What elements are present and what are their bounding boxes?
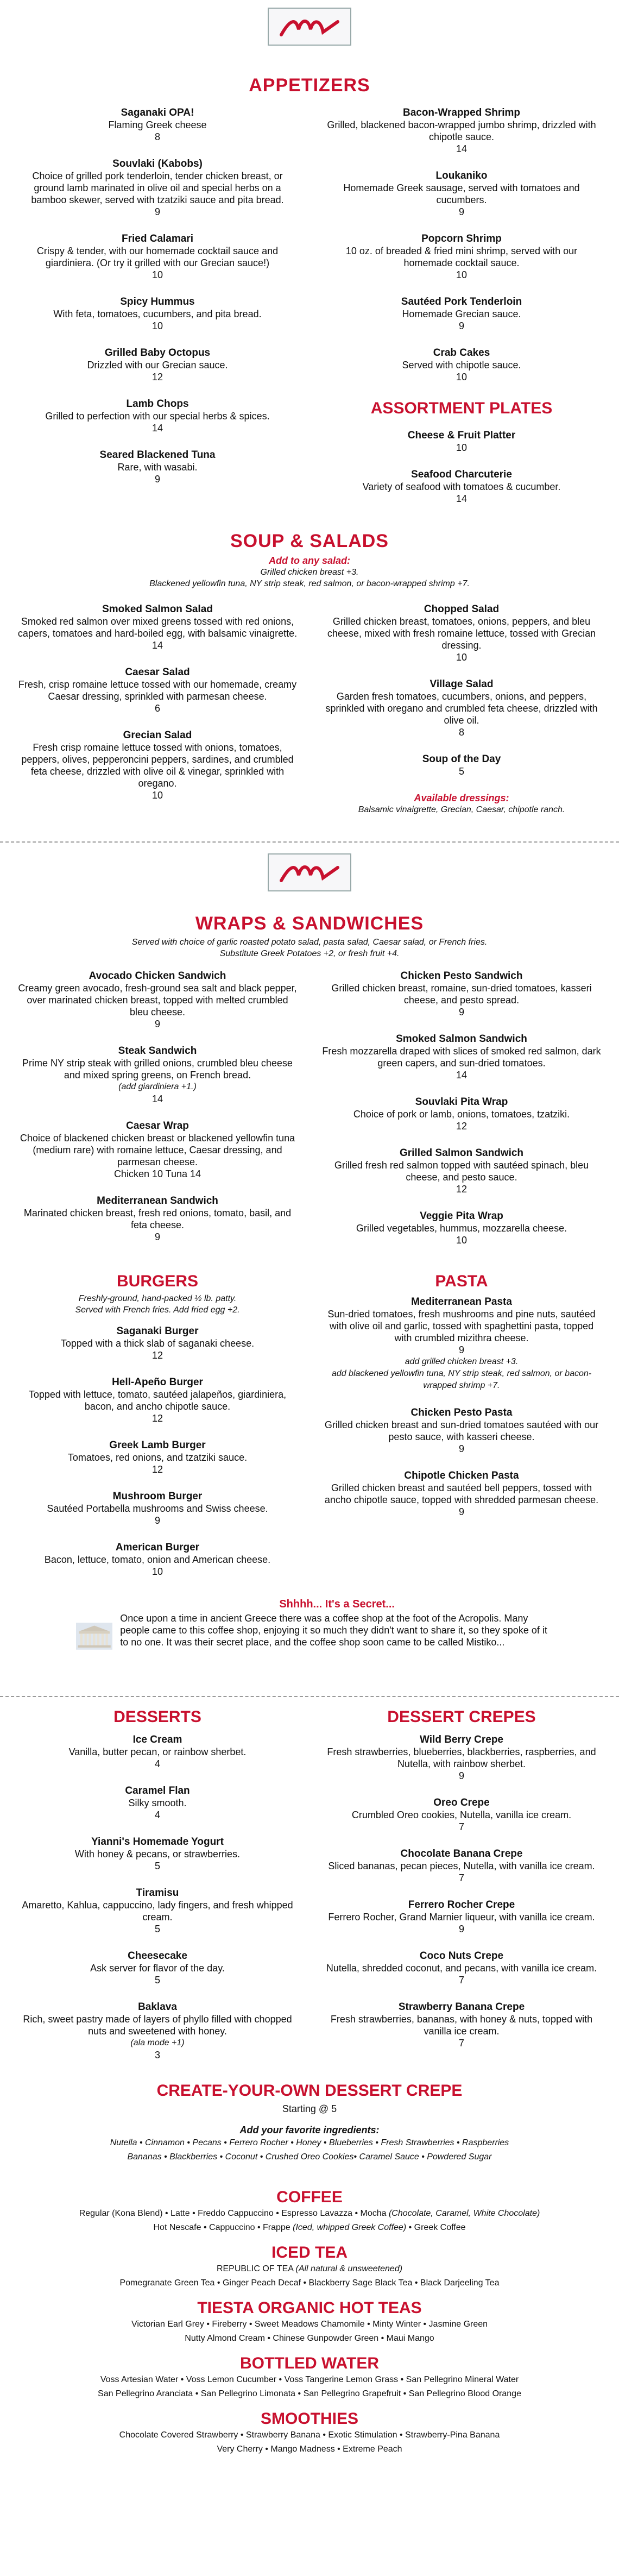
item-price: 7 [458,2038,464,2049]
item-desc: Grilled chicken breast and sautéed bell peppers, tossed with ancho chipotle sauce, topped with shredded parmesan cheese. [324,1482,599,1505]
item-name: Coco Nuts Crepe [419,1950,504,1962]
item-name: Steak Sandwich [118,1045,197,1057]
menu-item [320,1296,603,1392]
item-desc: Sliced bananas, pecan pieces, Nutella, with vanilla ice cream. [328,1861,595,1871]
menu-item [320,970,603,1018]
menu-item [16,1542,299,1578]
menu-item [320,107,603,155]
menu-item [320,170,603,218]
item-name: Oreo Crepe [433,1797,490,1808]
item-desc: Grilled chicken breast, tomatoes, onions, peppers, and bleu cheese, mixed with fresh romaine lettuce, tossed with Grecian dressing. [327,616,596,651]
item-price: 7 [458,1873,464,1883]
item-price: 14 [456,1070,468,1080]
item-price: 9 [458,1770,464,1781]
item-price: 10 [151,269,163,280]
burgers-sub-1: Freshly-ground, hand-packed ½ lb. patty. [78,1294,237,1303]
item-name: Cheese & Fruit Platter [407,430,516,441]
menu-item [16,1950,299,1986]
menu-item [16,398,299,434]
dressings-title: Available dressings: [414,793,509,803]
item-desc: Amaretto, Kahlua, cappuccino, lady fingers, and fresh whipped cream. [22,1900,293,1922]
item-price: 4 [154,1758,160,1769]
item-desc: Grilled to perfection with our special herbs & spices. [45,411,270,422]
item-price: 9 [458,321,464,331]
item-desc: With honey & pecans, or strawberries. [74,1849,241,1859]
appetizers-left [16,107,299,520]
item-name: Grilled Salmon Sandwich [399,1147,524,1159]
water-line-1: Voss Artesian Water • Voss Lemon Cucumber • Voss Tangerine Lemon Grass • San Pellegrino Mineral Water [100,2375,519,2384]
salad-add-title: Add to any salad: [268,555,351,566]
desserts-col [16,1708,299,2076]
item-price: 10 [151,1566,163,1577]
menu-item [320,296,603,332]
item-price: 8 [154,131,160,142]
desserts-title: DESSERTS [113,1708,201,1726]
item-price: Chicken 10 Tuna 14 [113,1168,201,1179]
wraps-section [0,970,619,1261]
item-desc: Served with chipotle sauce. [402,360,521,370]
smoothies-title: SMOOTHIES [260,2410,358,2428]
menu-item [16,158,299,218]
item-price: 10 [456,1235,468,1246]
pasta-col [320,1272,603,1593]
menu-item [320,1096,603,1132]
item-price: 12 [151,1464,163,1475]
item-name: Chipotle Chicken Pasta [404,1470,519,1481]
menu-item [16,449,299,485]
item-extra: (ala mode +1) [130,2038,185,2047]
salad-add-2: Blackened yellowfin tuna, NY strip steak, red salmon, or bacon-wrapped shrimp +7. [149,579,470,588]
menu-item [16,1325,299,1361]
coffee-line-1a: Regular (Kona Blend) • Latte • Freddo Cappuccino • Espresso Lavazza • Mocha [79,2209,389,2218]
item-name: Veggie Pita Wrap [420,1210,503,1222]
item-desc: Sautéed Portabella mushrooms and Swiss cheese. [47,1503,268,1514]
item-price: 9 [154,1232,160,1242]
item-desc: Nutella, shredded coconut, and pecans, with vanilla ice cream. [326,1963,597,1974]
item-price: 12 [151,1413,163,1424]
menu-item [16,347,299,383]
desserts-section [0,1708,619,2076]
item-name: Saganaki OPA! [121,107,194,118]
item-desc: Fresh crisp romaine lettuce tossed with onions, tomatoes, peppers, olives, pepperoncini peppers, sardines, and crumbled feta cheese, drizzled with olive oil & vinegar, sprinkled with oregano. [21,742,294,789]
item-name: Souvlaki (Kabobs) [112,158,203,169]
item-name: Sautéed Pork Tenderloin [401,296,522,307]
salad-addons [0,555,619,589]
item-name: Chopped Salad [424,604,500,615]
item-price: 9 [458,206,464,217]
icedtea-sub [33,2262,586,2276]
coffee-line-2c: • Greek Coffee [406,2223,466,2232]
item-name: Chicken Pesto Sandwich [400,970,523,982]
secret-text: Once upon a time in ancient Greece there was a coffee shop at the foot of the Acropolis. Many people came to this coffee shop, enjoying it so much they didn't want to share it, so they spoke of it to no one. It was their secret place, and the coffee shop soon came to be called Mistiko... [120,1613,547,1648]
wraps-right [320,970,603,1261]
secret-title: Shhhh... It's a Secret... [279,1598,395,1610]
menu-item [16,730,299,801]
logo-middle [0,853,619,891]
m-logo-icon [277,859,342,886]
item-name: Mushroom Burger [112,1491,203,1502]
item-name: Strawberry Banana Crepe [398,2001,525,2013]
item-price: 14 [151,423,163,433]
crepes-col [320,1708,603,2076]
coffee-line-1 [33,2207,586,2221]
item-name: Caesar Wrap [126,1120,189,1132]
menu-item [16,604,299,651]
item-price: 10 [151,790,163,801]
item-desc: Choice of grilled pork tenderloin, tender chicken breast, or ground lamb marinated in olive oil and special herbs on a bamboo skewer, served with tzatziki sauce and pita bread. [31,171,284,205]
item-name: Fried Calamari [122,233,193,244]
wraps-subtitle [0,937,619,959]
item-price: 14 [151,640,163,651]
item-price: 8 [458,727,464,738]
item-desc: Grilled vegetables, hummus, mozzarella cheese. [356,1223,567,1234]
item-name: Village Salad [429,678,494,690]
hottea-title: TIESTA ORGANIC HOT TEAS [197,2299,422,2317]
menu-item [320,1033,603,1081]
secret-text-wrap [120,1598,554,1648]
item-desc: Topped with lettuce, tomato, sautéed jalapeños, giardiniera, bacon, and ancho chipotle sauce. [28,1389,287,1412]
item-name: Seafood Charcuterie [411,469,512,480]
item-price: 14 [456,493,468,504]
menu-item [320,1734,603,1782]
item-price: 6 [154,703,160,714]
item-price: 10 [456,652,468,663]
item-desc: Grilled chicken breast and sun-dried tomatoes sautéed with our pesto sauce, with kasseri cheese. [324,1419,599,1442]
item-desc: Fresh strawberries, blueberries, blackberries, raspberries, and Nutella, with rainbow sherbet. [327,1746,596,1769]
item-extra: add blackened yellowfin tuna, NY strip steak, red salmon, or bacon-wrapped shrimp +7. [331,1369,592,1390]
appetizers-section [0,107,619,520]
item-desc: Flaming Greek cheese [108,120,207,130]
menu-item [16,1836,299,1872]
menu-item [320,753,603,777]
menu-item [16,1195,299,1243]
item-desc: With feta, tomatoes, cucumbers, and pita bread. [53,309,262,319]
item-price: 9 [154,474,160,485]
item-desc: Choice of blackened chicken breast or blackened yellowfin tuna (medium rare) with romaine lettuce, Caesar dressing, and parmesan cheese. [20,1133,295,1167]
item-name: Crab Cakes [433,347,490,359]
item-desc: Vanilla, butter pecan, or rainbow sherbet. [68,1746,247,1757]
salad-add-1: Grilled chicken breast +3. [260,568,359,577]
secret-block [0,1598,619,1674]
item-desc: Sun-dried tomatoes, fresh mushrooms and pine nuts, sautéed with olive oil and garlic, tossed with spaghettini pasta, topped with crumbled mizithra cheese. [327,1309,596,1343]
menu-item [320,1407,603,1455]
menu-item [16,667,299,714]
item-name: Grecian Salad [123,730,192,741]
item-price: 9 [458,1007,464,1017]
wraps-sub-2: Substitute Greek Potatoes +2, or fresh fruit +4. [219,949,400,958]
logo-badge [268,8,351,46]
item-name: Ferrero Rocher Crepe [408,1899,515,1911]
item-desc: Fresh strawberries, bananas, with honey & nuts, topped with vanilla ice cream. [330,2014,593,2037]
item-desc: Rich, sweet pastry made of layers of phyllo filled with chopped nuts and sweetened with honey. [23,2014,292,2037]
item-name: Spicy Hummus [120,296,195,307]
menu-item [16,1785,299,1821]
burgers-pasta-section [0,1272,619,1593]
soups-section [0,604,619,816]
create-ingredients [0,2136,619,2164]
item-name: Greek Lamb Burger [109,1440,206,1451]
logo-top [0,0,619,46]
menu-item [16,1491,299,1526]
item-name: Mediterranean Sandwich [97,1195,218,1207]
burgers-sub-2: Served with French fries. Add fried egg +2. [75,1305,240,1315]
menu-item [16,296,299,332]
menu-item [320,678,603,738]
item-price: 5 [154,1924,160,1934]
item-price: 3 [154,2050,160,2060]
item-price: 9 [458,1344,464,1355]
item-desc: Ask server for flavor of the day. [90,1963,225,1974]
coffee-line-2a: Hot Nescafe • Cappuccino • Frappe [153,2223,293,2232]
item-name: Smoked Salmon Salad [102,604,213,615]
create-starting: Starting @ 5 [282,2103,337,2114]
menu-item [320,1147,603,1195]
item-price: 14 [456,143,468,154]
item-price: 12 [456,1184,468,1195]
item-price: 10 [456,269,468,280]
burgers-col [16,1272,299,1593]
item-desc: Rare, with wasabi. [117,462,198,473]
menu-item [16,1045,299,1105]
item-desc: Bacon, lettuce, tomato, onion and American cheese. [44,1554,271,1565]
water-title: BOTTLED WATER [239,2354,380,2372]
item-desc: 10 oz. of breaded & fried mini shrimp, served with our homemade cocktail sauce. [345,246,578,268]
item-desc: Homemade Grecian sauce. [402,309,521,319]
item-desc: Grilled chicken breast, romaine, sun-dried tomatoes, kasseri cheese, and pesto spread. [331,983,592,1006]
assortment-title: ASSORTMENT PLATES [370,399,553,417]
menu-item [16,1377,299,1424]
item-desc: Crumbled Oreo cookies, Nutella, vanilla ice cream. [351,1810,572,1820]
soups-left [16,604,299,816]
section-divider [0,1696,619,1697]
water-line-2: San Pellegrino Aranciata • San Pellegrino Limonata • San Pellegrino Grapefruit • San Pellegrino Blood Orange [98,2389,521,2398]
item-desc: Garden fresh tomatoes, cucumbers, onions, and peppers, sprinkled with oregano and crumbled feta cheese, drizzled with olive oil. [325,691,598,726]
soups-right [320,604,603,816]
item-name: Ice Cream [132,1734,182,1745]
item-desc: Fresh, crisp romaine lettuce tossed with our homemade, creamy Caesar dressing, sprinkled with parmesan cheese. [18,679,297,702]
item-price: 9 [154,1515,160,1526]
smoothies-list [0,2428,619,2456]
smoothies-line-1: Chocolate Covered Strawberry • Strawberry Banana • Exotic Stimulation • Strawberry-Pina Banana [119,2430,500,2440]
menu-item [16,1440,299,1475]
item-extra: (add giardiniera +1.) [118,1082,197,1091]
item-desc: Marinated chicken breast, fresh red onions, tomato, basil, and feta cheese. [23,1208,292,1230]
item-name: Wild Berry Crepe [420,1734,503,1745]
item-name: Saganaki Burger [116,1325,199,1337]
item-name: Cheesecake [128,1950,187,1962]
item-price: 9 [458,1443,464,1454]
smoothies-line-2: Very Cherry • Mango Madness • Extreme Peach [217,2445,402,2454]
wraps-title: WRAPS & SANDWICHES [195,913,424,934]
item-price: 5 [154,1861,160,1871]
item-price: 9 [458,1506,464,1517]
crepes-title: DESSERT CREPES [387,1708,536,1726]
menu-item [320,469,603,505]
hottea-list [0,2317,619,2346]
coffee-title: COFFEE [276,2188,343,2206]
hottea-line-2: Nutty Almond Cream • Chinese Gunpowder Green • Maui Mango [185,2334,434,2343]
appetizers-title: APPETIZERS [249,75,370,96]
icedtea-sub-b: (All natural & unsweetened) [295,2264,403,2273]
item-price: 5 [154,1975,160,1986]
item-price: 14 [151,1094,163,1104]
item-name: Popcorn Shrimp [421,233,502,244]
coffee-list [0,2207,619,2235]
item-desc: Creamy green avocado, fresh-ground sea salt and black pepper, over marinated chicken breast, topped with melted crumbled bleu cheese. [18,983,297,1017]
item-name: Yianni's Homemade Yogurt [91,1836,224,1848]
icedtea-sub-a: REPUBLIC OF TEA [216,2264,296,2273]
menu-item [320,1950,603,1986]
item-name: Baklava [138,2001,177,2013]
item-desc: Topped with a thick slab of saganaki cheese. [60,1338,255,1349]
create-line-2: Bananas • Blackberries • Coconut • Crushed Oreo Cookies• Caramel Sauce • Powdered Sugar [127,2152,492,2162]
item-name: Seared Blackened Tuna [99,449,216,461]
item-desc: Variety of seafood with tomatoes & cucumber. [362,481,561,492]
dressings-block [320,793,603,815]
item-name: Caramel Flan [125,1785,190,1796]
item-desc: Ferrero Rocher, Grand Marnier liqueur, with vanilla ice cream. [328,1912,595,1922]
item-price: 9 [154,1019,160,1029]
item-desc: Fresh mozzarella draped with slices of smoked red salmon, dark green capers, and sun-dried tomatoes. [322,1046,601,1069]
menu-item [320,430,603,454]
item-price: 9 [458,1924,464,1934]
item-desc: Crispy & tender, with our homemade cocktail sauce and giardiniera. (Or try it grilled with our Grecian sauce!) [36,246,279,268]
item-desc: Grilled, blackened bacon-wrapped jumbo shrimp, drizzled with chipotle sauce. [327,120,596,142]
menu-item [320,1470,603,1518]
item-price: 7 [458,1975,464,1986]
item-name: Chicken Pesto Pasta [410,1407,513,1418]
parthenon-icon [76,1598,112,1674]
item-price: 9 [154,206,160,217]
item-name: Bacon-Wrapped Shrimp [402,107,521,118]
item-name: Lamb Chops [126,398,189,410]
appetizers-right [320,107,603,520]
item-price: 10 [151,321,163,331]
item-price: 12 [456,1121,468,1132]
soups-title: SOUP & SALADS [230,531,389,551]
menu-item [320,1848,603,1884]
item-desc: Grilled fresh red salmon topped with sautéed spinach, bleu cheese, and pesto sauce. [334,1160,589,1183]
item-desc: Tomatoes, red onions, and tzatziki sauce. [67,1452,248,1463]
item-price: 4 [154,1810,160,1820]
item-name: Mediterranean Pasta [411,1296,512,1308]
item-name: Soup of the Day [422,753,501,765]
menu-item [320,1210,603,1246]
burgers-title: BURGERS [116,1272,198,1290]
coffee-line-1b: (Chocolate, Caramel, White Chocolate) [388,2209,540,2218]
item-price: 10 [456,442,468,453]
dressings-list: Balsamic vinaigrette, Grecian, Caesar, chipotle ranch. [358,805,565,814]
item-name: Grilled Baby Octopus [104,347,211,359]
item-desc: Homemade Greek sausage, served with tomatoes and cucumbers. [343,183,580,205]
item-name: Loukaniko [435,170,488,181]
item-extra: add grilled chicken breast +3. [405,1357,519,1366]
item-name: American Burger [115,1542,200,1553]
menu-item [16,2001,299,2061]
item-price: 7 [458,1821,464,1832]
icedtea-title: ICED TEA [271,2244,348,2261]
menu-item [320,1899,603,1935]
menu-item [16,107,299,143]
menu-item [320,1797,603,1833]
item-desc: Prime NY strip steak with grilled onions, crumbled bleu cheese and mixed spring greens, on French bread. [22,1058,293,1080]
item-name: Smoked Salmon Sandwich [396,1033,527,1045]
burgers-sub [16,1293,299,1316]
menu-item [320,233,603,281]
item-desc: Smoked red salmon over mixed greens tossed with red onions, capers, tomatoes and hard-boiled egg, with balsamic vinaigrette. [17,616,298,639]
item-price: 12 [151,1350,163,1361]
item-desc: Drizzled with our Grecian sauce. [87,360,228,370]
menu-item [320,2001,603,2049]
wraps-left [16,970,299,1261]
m-logo-icon [277,13,342,40]
item-name: Tiramisu [136,1887,179,1899]
icedtea-list [0,2262,619,2290]
menu-item [320,604,603,663]
create-title: CREATE-YOUR-OWN DESSERT CREPE [156,2082,463,2100]
menu-item [16,1734,299,1770]
coffee-line-2b: (Iced, whipped Greek Coffee) [293,2223,407,2232]
item-price: 10 [456,372,468,382]
item-price: 12 [151,372,163,382]
item-name: Hell-Apeño Burger [112,1377,203,1388]
pasta-title: PASTA [435,1272,488,1290]
water-list [0,2373,619,2401]
menu-item [16,1120,299,1180]
item-desc: Choice of pork or lamb, onions, tomatoes, tzatziki. [353,1109,570,1120]
item-desc: Silky smooth. [128,1798,187,1808]
menu-item [16,233,299,281]
icedtea-line: Pomegranate Green Tea • Ginger Peach Decaf • Blackberry Sage Black Tea • Black Darjeeling Tea [119,2278,500,2288]
menu-item [16,1887,299,1935]
section-divider [0,841,619,843]
item-name: Souvlaki Pita Wrap [415,1096,508,1108]
coffee-line-2 [33,2221,586,2235]
item-price: 5 [458,766,464,777]
wraps-sub-1: Served with choice of garlic roasted potato salad, pasta salad, Caesar salad, or French fries. [131,938,488,947]
item-name: Caesar Salad [125,667,190,678]
create-fav: Add your favorite ingredients: [239,2125,380,2135]
menu-item [320,347,603,383]
item-name: Chocolate Banana Crepe [400,1848,523,1859]
hottea-line-1: Victorian Earl Grey • Fireberry • Sweet Meadows Chamomile • Minty Winter • Jasmine Green [131,2320,488,2329]
logo-badge [268,853,351,891]
menu-item [16,970,299,1030]
item-name: Avocado Chicken Sandwich [89,970,226,982]
create-line-1: Nutella • Cinnamon • Pecans • Ferrero Rocher • Honey • Blueberries • Fresh Strawberries • Raspberries [110,2138,509,2147]
